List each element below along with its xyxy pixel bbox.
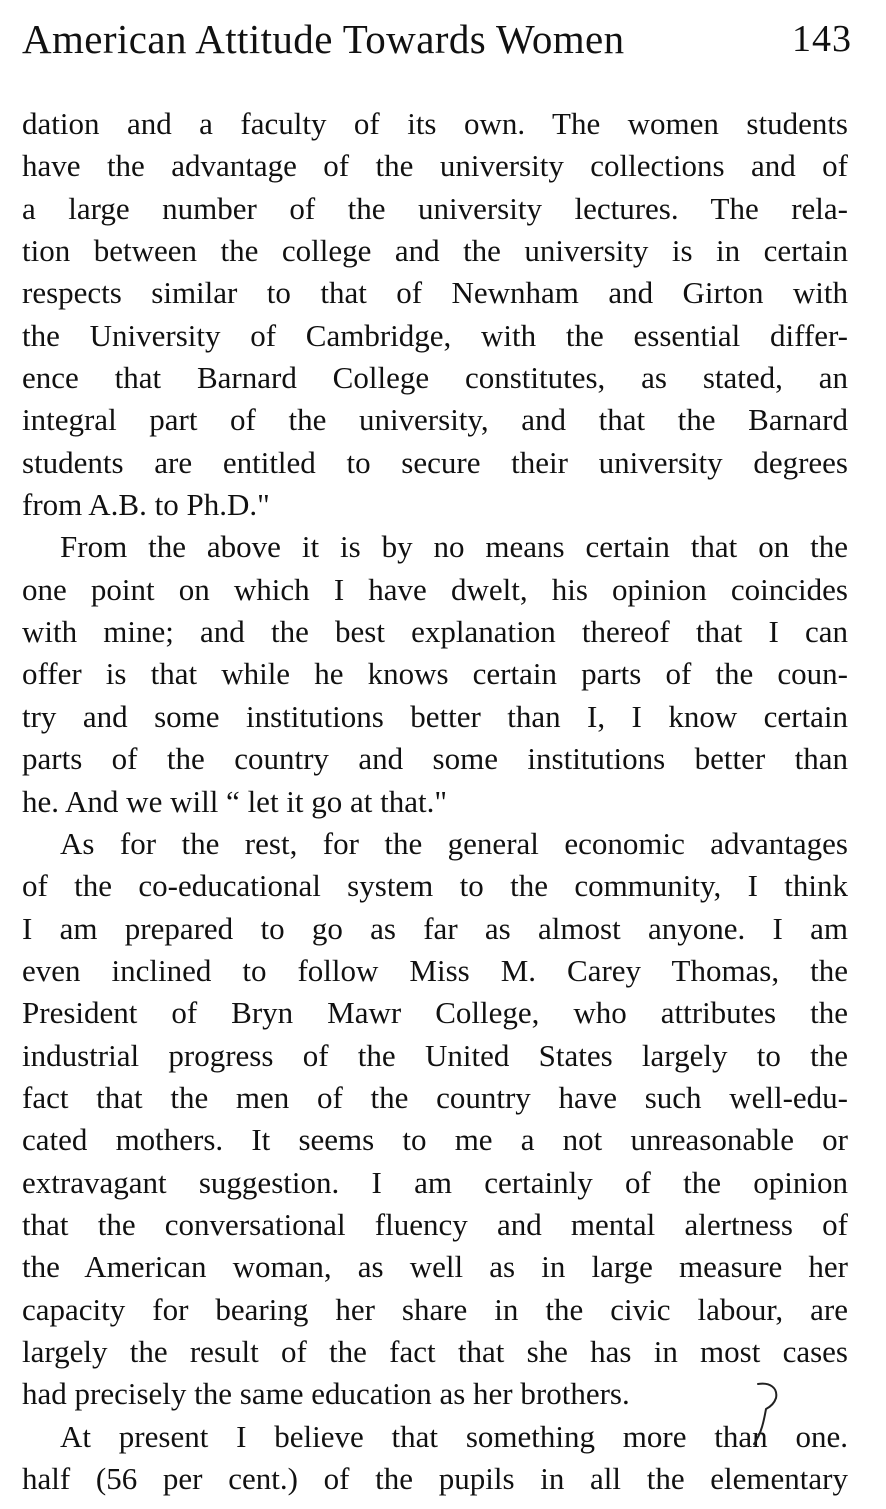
text-line: have the advantage of the university collections and of: [22, 148, 848, 184]
paragraph-3: [22, 823, 848, 1416]
text-line: From the above it is by no means certain that on the: [60, 529, 848, 565]
page-number: 143: [792, 18, 852, 60]
running-head: [22, 12, 852, 66]
text-line: even inclined to follow Miss M. Carey Thomas, the: [22, 952, 848, 988]
text-line: cated mothers. It seems to me a not unreasonable or: [22, 1122, 848, 1158]
paragraph-4: [22, 1416, 848, 1501]
text-line: the American woman, as well as in large measure her: [22, 1249, 848, 1285]
text-line: that the conversational fluency and mental alertness of: [22, 1206, 848, 1242]
body-text: [22, 103, 848, 1500]
paragraph-2: [22, 526, 848, 822]
text-line: the University of Cambridge, with the essential differ-: [22, 317, 848, 353]
text-line: of the co-educational system to the community, I think: [22, 868, 848, 904]
running-title: American Attitude Towards Women: [22, 16, 625, 62]
text-line: offer is that while he knows certain parts of the coun-: [22, 656, 848, 692]
text-line: from A.B. to Ph.D.": [22, 487, 270, 523]
text-line: industrial progress of the United States largely to the: [22, 1037, 848, 1073]
text-line: respects similar to that of Newnham and Girton with: [22, 275, 848, 311]
text-line: with mine; and the best explanation thereof that I can: [22, 614, 848, 650]
text-line: As for the rest, for the general economic advantages: [60, 825, 848, 861]
text-line: fact that the men of the country have such well-edu-: [22, 1079, 848, 1115]
text-line: largely the result of the fact that she has in most cases: [22, 1333, 848, 1369]
text-line: ence that Barnard College constitutes, as stated, an: [22, 360, 848, 396]
text-line: half (56 per cent.) of the pupils in all the elementary: [22, 1461, 848, 1496]
paragraph-1: [22, 103, 848, 526]
text-line: dation and a faculty of its own. The women students: [22, 106, 848, 141]
text-line: At present I believe that something more than one.: [60, 1418, 848, 1454]
text-line: had precisely the same education as her brothers.: [22, 1376, 630, 1412]
text-line: capacity for bearing her share in the civic labour, are: [22, 1291, 848, 1327]
text-line: one point on which I have dwelt, his opinion coincides: [22, 571, 848, 607]
text-line: a large number of the university lectures. The rela-: [22, 190, 848, 226]
text-line: try and some institutions better than I, I know certain: [22, 698, 848, 734]
text-line: students are entitled to secure their university degrees: [22, 444, 848, 480]
text-line: I am prepared to go as far as almost anyone. I am: [22, 910, 848, 946]
text-line: he. And we will “ let it go at that.": [22, 783, 448, 819]
text-line: integral part of the university, and that the Barnard: [22, 402, 848, 438]
text-line: President of Bryn Mawr College, who attributes the: [22, 995, 848, 1031]
text-line: parts of the country and some institutions better than: [22, 741, 848, 777]
text-line: tion between the college and the university is in certain: [22, 233, 848, 269]
text-line: extravagant suggestion. I am certainly of the opinion: [22, 1164, 848, 1200]
